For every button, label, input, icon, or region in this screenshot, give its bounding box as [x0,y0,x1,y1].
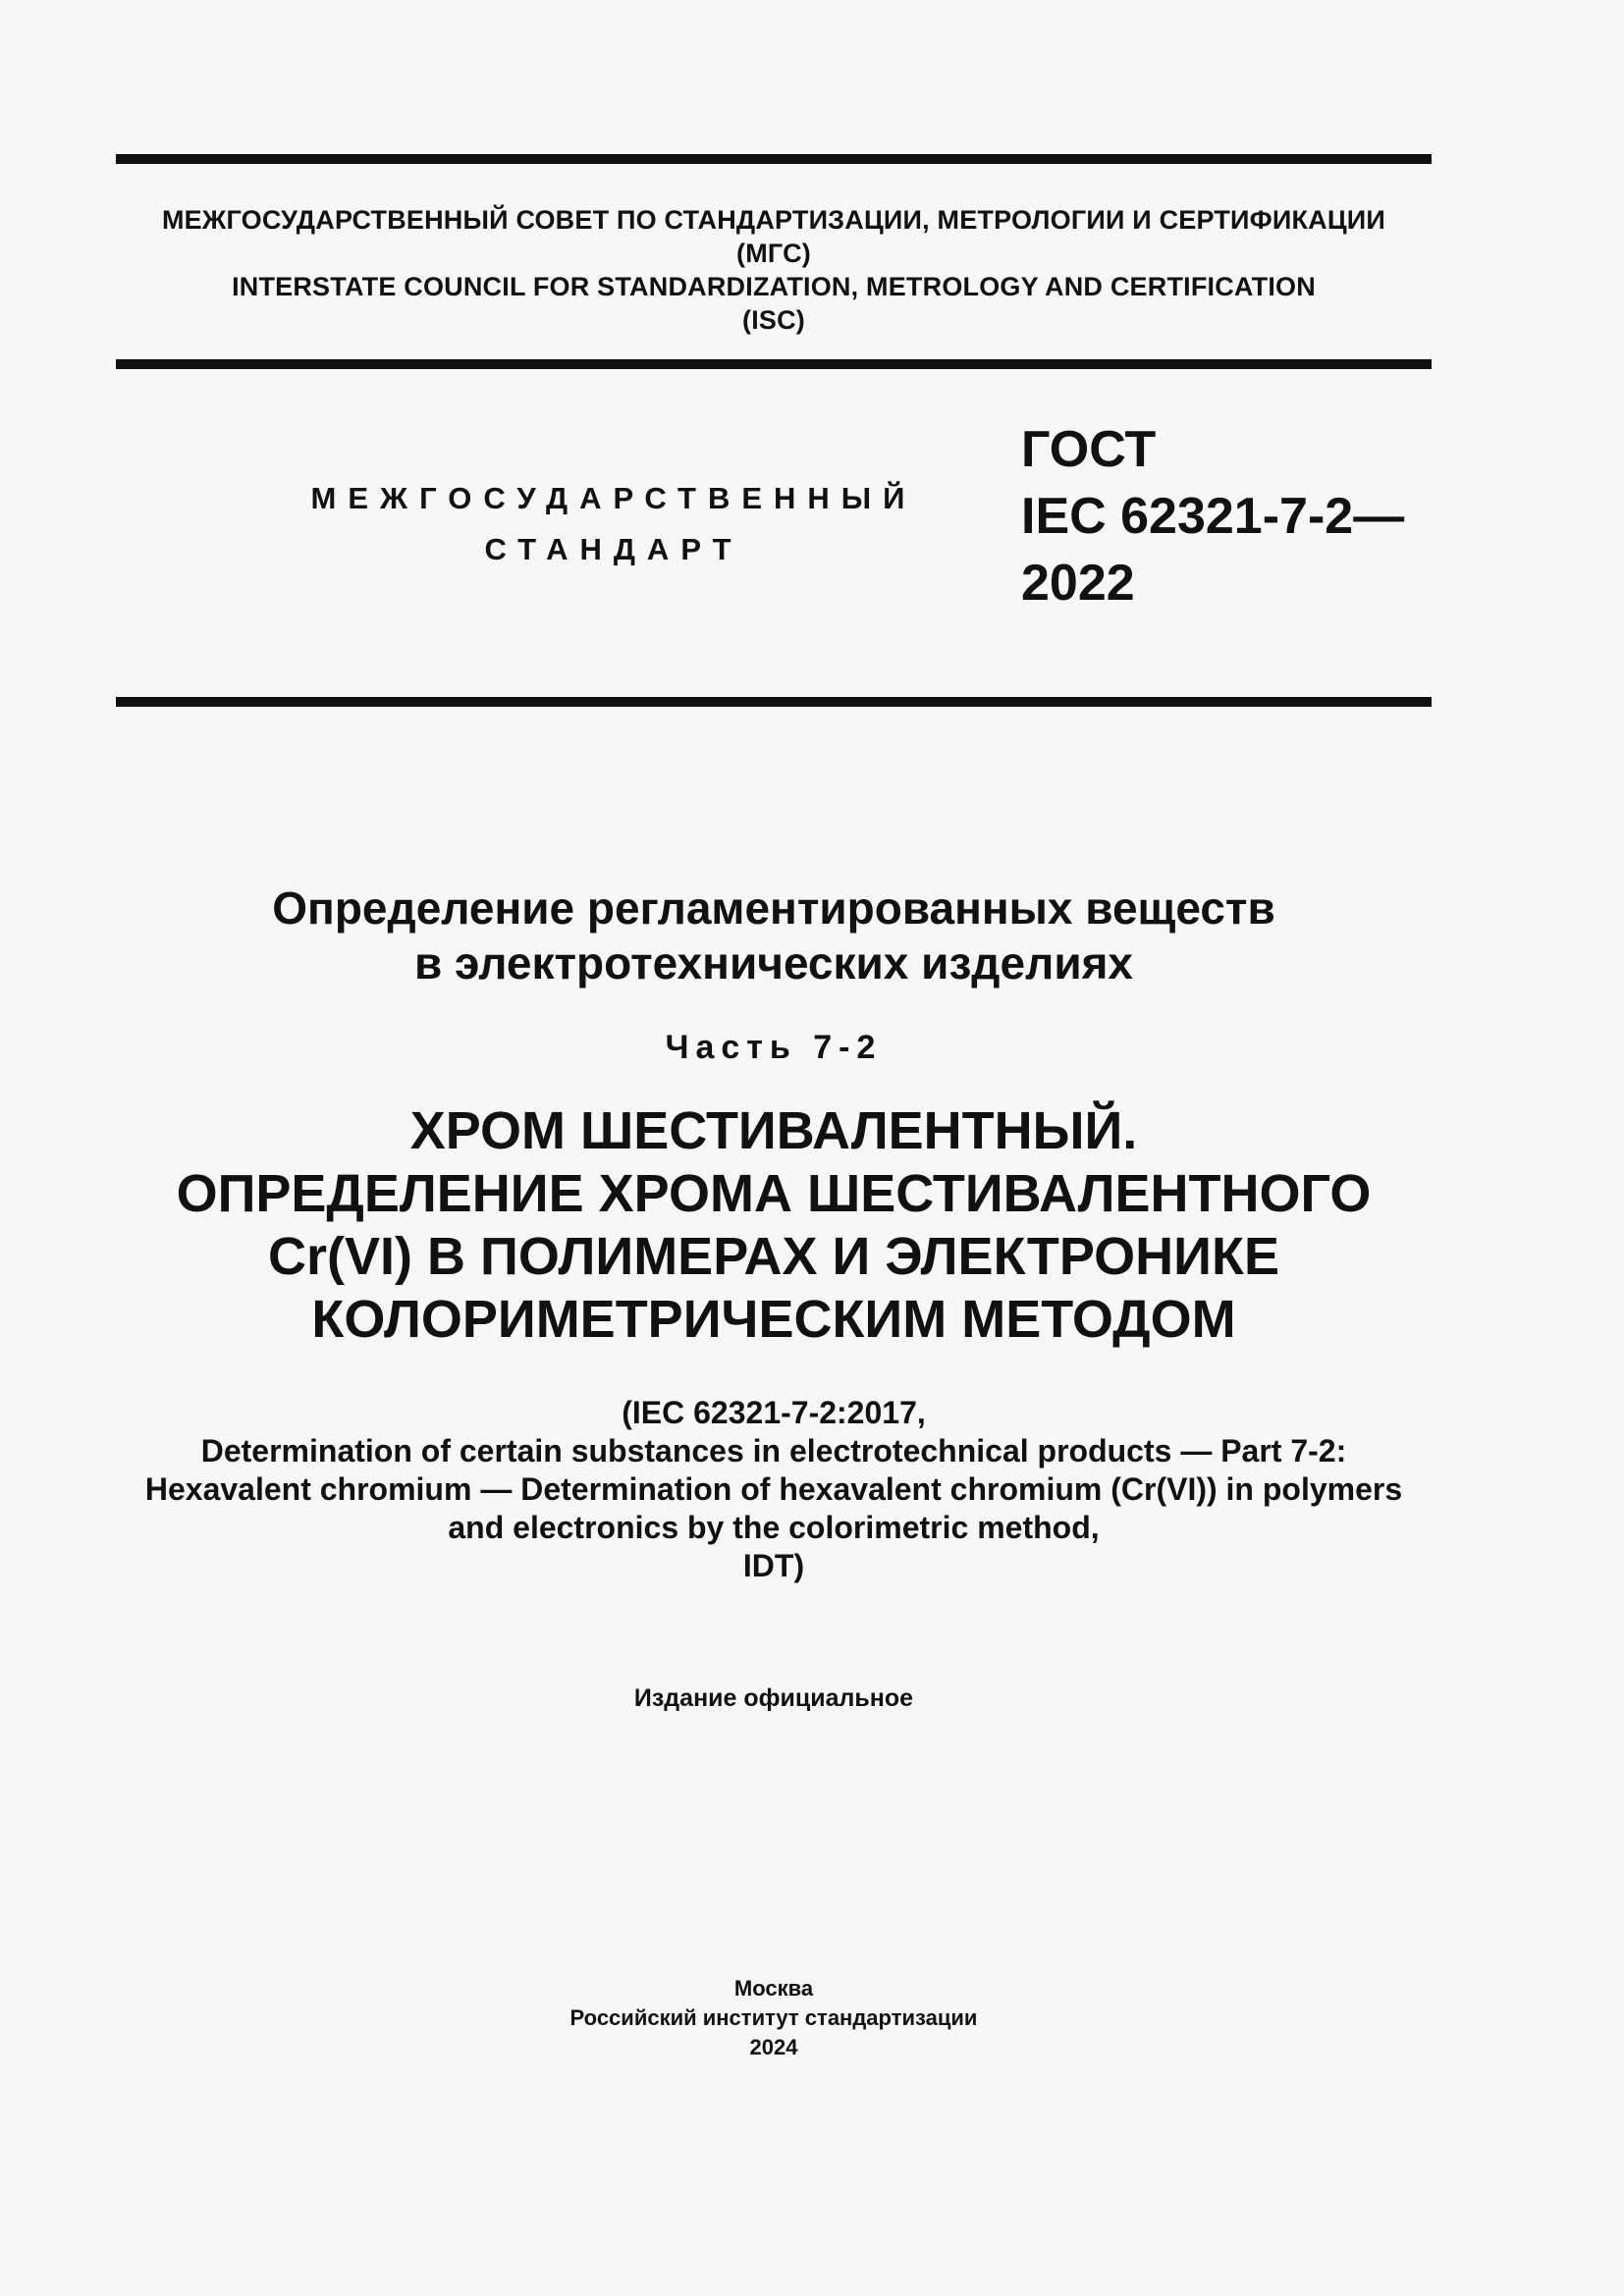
council-header [116,203,1432,337]
designation-line2: IEC 62321-7-2— [1021,488,1405,545]
iec-reference-line2: Determination of certain substances in electrotechnical products — Part 7-2: [200,1433,1347,1468]
part-title-line2: ОПРЕДЕЛЕНИЕ ХРОМА ШЕСТИВАЛЕНТНОГО [176,1164,1372,1223]
iec-reference-line1: (IEC 62321-7-2:2017, [622,1395,926,1430]
part-title-line3: Cr(VI) В ПОЛИМЕРАХ И ЭЛЕКТРОНИКЕ [268,1227,1279,1286]
designation-line1: ГОСТ [1021,421,1157,478]
standard-type-line2: СТАНДАРТ [484,532,743,566]
imprint-year: 2024 [749,2035,798,2059]
council-name-ru: МЕЖГОСУДАРСТВЕННЫЙ СОВЕТ ПО СТАНДАРТИЗАЦИИ, МЕТРОЛОГИИ И СЕРТИФИКАЦИИ [161,205,1386,235]
header-divider-rule [116,359,1432,369]
standard-type-line1: МЕЖГОСУДАРСТВЕННЫЙ [310,481,917,515]
document-title [116,881,1432,990]
iec-reference-line4: and electronics by the colorimetric method, [448,1510,1100,1545]
imprint-publisher: Российский институт стандартизации [569,2005,978,2030]
iec-reference-line5: IDT) [742,1548,805,1583]
council-abbr-ru: (МГС) [736,239,811,268]
edition-label: Издание официальное [633,1684,914,1712]
part-label: Часть 7-2 [665,1029,883,1066]
council-abbr-en: (ISC) [742,305,805,335]
council-name-en: INTERSTATE COUNCIL FOR STANDARDIZATION, METROLOGY AND CERTIFICATION [232,272,1316,301]
iec-reference-line3: Hexavalent chromium — Determination of hexavalent chromium (Cr(VI)) in polymers [144,1471,1403,1507]
standard-designation [1021,416,1404,616]
part-title [116,1099,1432,1351]
publisher-imprint [116,1974,1432,2062]
title-line1: Определение регламентированных веществ [272,882,1275,934]
designation-line3: 2022 [1021,555,1135,612]
imprint-city: Москва [733,1976,814,2001]
standard-type [245,473,982,575]
iec-reference [98,1394,1449,1585]
title-line2: в электротехнических изделиях [413,937,1134,988]
designation-divider-rule [116,697,1432,707]
top-rule [116,154,1432,164]
part-title-line4: КОЛОРИМЕТРИЧЕСКИМ МЕТОДОМ [311,1290,1236,1349]
part-title-line1: ХРОМ ШЕСТИВАЛЕНТНЫЙ. [409,1101,1138,1160]
